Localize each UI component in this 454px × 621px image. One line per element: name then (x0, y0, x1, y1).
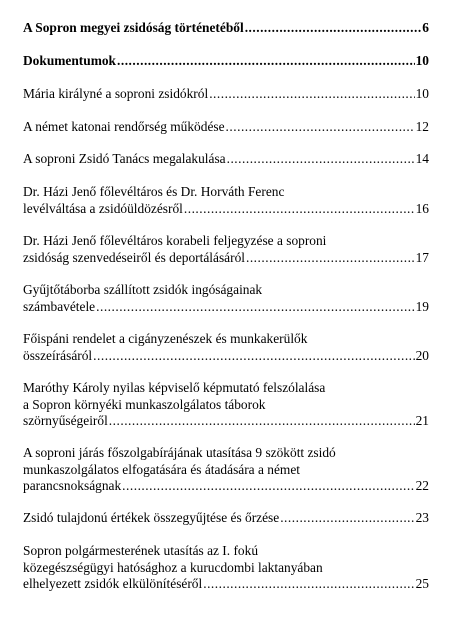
toc-entry (23, 445, 429, 495)
toc-entry-title-line: számbavétele (23, 298, 96, 314)
toc-entry-title-line: parancsnokságnak (23, 478, 122, 494)
dot-leader (184, 201, 415, 218)
toc-entry-last-line (23, 478, 429, 495)
toc-entry (23, 184, 429, 217)
toc-entry-title-line: A soproni járás főszolgabírájának utasítása 9 szökött zsidó (23, 445, 336, 460)
toc-entry (23, 510, 429, 527)
toc-entry (23, 151, 429, 168)
toc-entry-last-line (23, 576, 429, 593)
page-number: 16 (415, 200, 429, 216)
page-number: 20 (415, 347, 429, 363)
page-number: 25 (415, 576, 429, 592)
toc-entry-last-line (23, 510, 429, 527)
toc-entry-title-line: közegészségügyi hatósághoz a kurucdombi laktanyában (23, 559, 323, 575)
toc-entry-title-line: összeírásáról (23, 347, 93, 363)
dot-leader (280, 510, 414, 527)
dot-leader (122, 478, 414, 495)
toc-entry-title-line: Dr. Házi Jenő főlevéltáros és Dr. Horváth Ferenc (23, 184, 285, 199)
toc-entry (23, 53, 429, 70)
toc-entry-title-line: Gyűjtőtáborba szállított zsidók ingóságainak (23, 282, 263, 297)
dot-leader (209, 86, 414, 103)
toc-entry-title-line: levélváltása a zsidóüldözésről (23, 200, 183, 216)
toc-entry-title-line: szörnyűségeiről (23, 413, 108, 429)
toc-entry (23, 380, 429, 430)
toc-entry (23, 20, 429, 37)
page-number: 10 (415, 53, 429, 68)
toc-entry-last-line (23, 201, 429, 218)
toc-entry-title-line: a Sopron környéki munkaszolgálatos táborok (23, 396, 266, 412)
dot-leader (96, 299, 414, 316)
toc-entry-title-line: Mária királyné a soproni zsidókról (23, 86, 209, 101)
toc-entry-last-line (23, 250, 429, 267)
page-number: 22 (415, 478, 429, 494)
toc-entry-title-line: A német katonai rendőrség működése (23, 119, 225, 134)
toc-entry-title-line: Dr. Házi Jenő főlevéltáros korabeli feljegyzése a soproni (23, 233, 327, 248)
page-number: 17 (415, 249, 429, 265)
toc-entry-last-line (23, 20, 429, 37)
toc-entry (23, 233, 429, 266)
toc-entry-last-line (23, 299, 429, 316)
toc-entry-title-line: Főispáni rendelet a cigányzenészek és munkakerülők (23, 331, 308, 346)
dot-leader (227, 151, 415, 168)
toc-entry-last-line (23, 86, 429, 103)
page-number: 6 (422, 20, 429, 35)
toc-entry-last-line (23, 53, 429, 70)
toc-entry-title-line: A soproni Zsidó Tanács megalakulása (23, 151, 226, 166)
dot-leader (203, 576, 414, 593)
toc-entry-title-line: elhelyezett zsidók elkülönítéséről (23, 576, 203, 592)
toc-entry-last-line (23, 348, 429, 365)
dot-leader (93, 348, 414, 365)
toc-entry-title-line: Zsidó tulajdonú értékek összegyűjtése és őrzése (23, 510, 280, 525)
toc-entry-title-line: Maróthy Károly nyilas képviselő képmutató felszólalása (23, 380, 326, 395)
dot-leader (109, 413, 415, 430)
dot-leader (117, 53, 415, 70)
toc-entry-title-line: Dokumentumok (23, 53, 117, 68)
toc-entry-title-line: zsidóság szenvedéseiről és deportálásáról (23, 249, 245, 265)
page-number: 21 (415, 413, 429, 429)
page-number: 19 (415, 298, 429, 314)
dot-leader (245, 20, 422, 37)
page-number: 10 (415, 86, 429, 101)
toc-entry-title-line: Sopron polgármesterének utasítás az I. fokú (23, 543, 259, 558)
toc-entry (23, 86, 429, 103)
toc-entry (23, 119, 429, 136)
toc-entry-last-line (23, 413, 429, 430)
toc-entry-title-line: A Sopron megyei zsidóság történetéből (23, 20, 244, 35)
page-number: 14 (415, 151, 429, 166)
toc-entry (23, 543, 429, 593)
toc-entry-last-line (23, 119, 429, 136)
dot-leader (226, 119, 415, 136)
page-number: 12 (415, 119, 429, 134)
toc-entry-title-line: munkaszolgálatos elfogatására és átadására a német (23, 461, 300, 477)
toc-entry (23, 331, 429, 364)
page-number: 23 (415, 510, 429, 525)
dot-leader (246, 250, 415, 267)
toc-entry-last-line (23, 151, 429, 168)
toc-entry (23, 282, 429, 315)
